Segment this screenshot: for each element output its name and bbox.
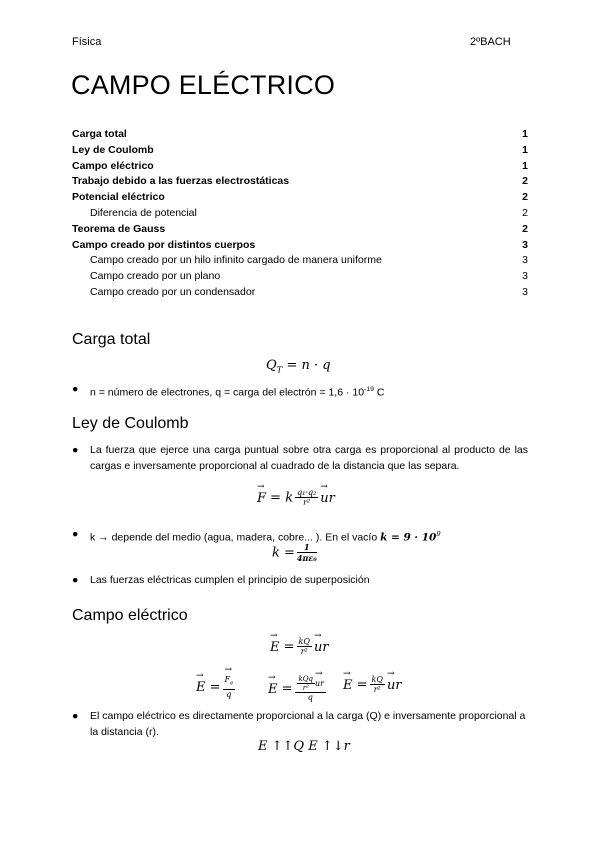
toc-entry-page: 3 — [522, 270, 528, 283]
toc-entry-page: 1 — [522, 159, 528, 172]
eq-num — [223, 675, 236, 690]
eq-den: q — [226, 689, 232, 699]
eq-eq: = — [281, 681, 293, 697]
bullet-unit: C — [373, 386, 385, 399]
bullet-coulomb-1 — [72, 443, 528, 474]
equation-campo-proportionality: E ↑↑Q E ↑↓r — [258, 739, 350, 754]
toc-entry-page: 2 — [522, 191, 528, 204]
eq-num: 1 — [297, 543, 317, 553]
eq-lhs: → F — [257, 491, 266, 506]
eq-lhs: k = — [272, 545, 295, 561]
toc-entry-label: Campo creado por distintos cuerpos — [72, 238, 256, 251]
eq-num-main: → F — [225, 675, 231, 684]
eq-lhs-sub: T — [276, 364, 283, 375]
bullet-dot: ● — [72, 528, 79, 540]
bullet-text: k → depende del medio (agua, madera, cobre... ). En el vacío — [90, 531, 381, 544]
toc-entry[interactable] — [72, 285, 528, 301]
toc-entry-label: Campo creado por un condensador — [90, 285, 256, 298]
eq-num: q₁·q₂ — [297, 488, 317, 497]
header-subject: Física — [72, 36, 102, 48]
equation-campo-2a — [196, 675, 237, 700]
toc-entry-label: Campo eléctrico — [72, 159, 154, 172]
equation-campo-1 — [270, 637, 329, 657]
toc-entry[interactable] — [72, 238, 528, 254]
heading-campo-electrico: Campo eléctrico — [72, 607, 188, 624]
toc-entry-label: Potencial eléctrico — [72, 191, 165, 204]
bullet-math: k = 9 · 10 — [380, 531, 437, 544]
eq-fraction — [295, 488, 318, 508]
eq-den: r² — [300, 647, 308, 656]
eq-tail: → ur — [320, 491, 335, 506]
toc-entry-page: 1 — [522, 143, 528, 156]
eq-lhs: → E — [270, 640, 280, 655]
eq-den: q — [307, 693, 313, 702]
document-title: CAMPO ELÉCTRICO — [71, 70, 336, 100]
toc-entry-page: 2 — [522, 206, 528, 219]
toc-entry-label: Ley de Coulomb — [72, 143, 154, 156]
eq-den: 4πε₀ — [296, 553, 317, 563]
equation-campo-2c — [343, 675, 402, 695]
eq-inner-den: r² — [302, 684, 309, 692]
toc-entry-page: 2 — [522, 175, 528, 188]
toc-entry-page: 1 — [522, 128, 528, 140]
bullet-exp: -19 — [364, 386, 374, 393]
bullet-text: Las fuerzas eléctricas cumplen el principio de superposición — [90, 574, 370, 586]
equation-k — [272, 543, 319, 563]
toc-entry[interactable] — [72, 206, 528, 222]
eq-fraction — [370, 675, 385, 695]
eq-num: kQ — [371, 675, 383, 684]
eq-fraction — [297, 543, 317, 563]
eq-fraction — [297, 637, 312, 657]
eq-num: kQ — [298, 637, 310, 646]
toc-entry-label: Diferencia de potencial — [90, 206, 197, 219]
toc-entry[interactable] — [72, 127, 528, 143]
toc-entry-label: Trabajo debido a las fuerzas electrostáticas — [72, 175, 290, 188]
eq-rhs: = n · q — [286, 358, 331, 373]
toc-entry[interactable] — [72, 222, 528, 238]
eq-lhs: Q — [266, 358, 277, 373]
eq-inner-fraction — [297, 675, 315, 692]
bullet-dot: ● — [72, 710, 79, 722]
toc-entry-label: Teorema de Gauss — [72, 222, 166, 235]
bullet-dot: ● — [72, 444, 79, 456]
eq-fraction — [223, 675, 236, 700]
eq-tail: → ur — [314, 640, 329, 655]
bullet-exp: 9 — [436, 530, 441, 538]
eq-eqk: = k — [270, 490, 294, 506]
bullet-coulomb-3 — [72, 573, 528, 589]
eq-inner-tail: → ur — [315, 679, 324, 688]
bullet-campo-1 — [72, 709, 528, 740]
eq-inner-num: kQq — [298, 675, 314, 683]
toc-entry[interactable] — [72, 253, 528, 269]
toc-entry[interactable] — [72, 143, 528, 159]
eq-den: r² — [373, 685, 381, 694]
toc-entry-page: 2 — [522, 222, 528, 235]
bullet-text: n = número de electrones, q = carga del electrón = 1,6 · 10 — [90, 386, 365, 399]
toc-entry-label: Carga total — [72, 128, 127, 140]
toc-entry[interactable] — [72, 190, 528, 206]
toc-entry-label: Campo creado por un plano — [90, 270, 221, 283]
table-of-contents — [72, 127, 528, 301]
eq-lhs: → E — [343, 678, 353, 693]
eq-num-sub: e — [230, 680, 234, 687]
toc-entry[interactable] — [72, 269, 528, 285]
toc-entry-label: Campo creado por un hilo infinito cargado de manera uniforme — [90, 254, 382, 267]
toc-entry[interactable] — [72, 174, 528, 190]
toc-entry[interactable] — [72, 159, 528, 175]
bullet-dot: ● — [72, 574, 79, 586]
eq-num — [295, 675, 326, 693]
equation-campo-2b — [268, 675, 328, 703]
bullet-dot: ● — [72, 383, 79, 395]
equation-coulomb — [257, 488, 335, 508]
toc-entry-page: 3 — [522, 254, 528, 267]
eq-eq: = — [209, 679, 221, 695]
header-course: 2ºBACH — [470, 36, 511, 48]
bullet-text: La fuerza que ejerce una carga puntual sobre otra carga es proporcional al producto de las cargas e inversamente proporcional al cuadrado de la distancia que las separa. — [90, 444, 528, 472]
eq-eq: = — [356, 677, 368, 693]
heading-ley-de-coulomb: Ley de Coulomb — [72, 415, 189, 432]
eq-lhs: → E — [196, 680, 206, 695]
toc-entry-page: 3 — [522, 285, 528, 298]
eq-lhs: → E — [268, 682, 278, 697]
toc-entry-page: 3 — [522, 238, 528, 251]
heading-carga-total: Carga total — [72, 331, 151, 348]
eq-eq: = — [283, 639, 295, 655]
bullet-carga-1 — [72, 382, 528, 401]
eq-den: r² — [303, 498, 311, 507]
eq-fraction — [295, 675, 326, 703]
equation-carga-total — [266, 358, 331, 375]
eq-tail: → ur — [387, 678, 402, 693]
bullet-text: El campo eléctrico es directamente proporcional a la carga (Q) e inversamente proporcional a la distancia (r). — [90, 710, 526, 738]
